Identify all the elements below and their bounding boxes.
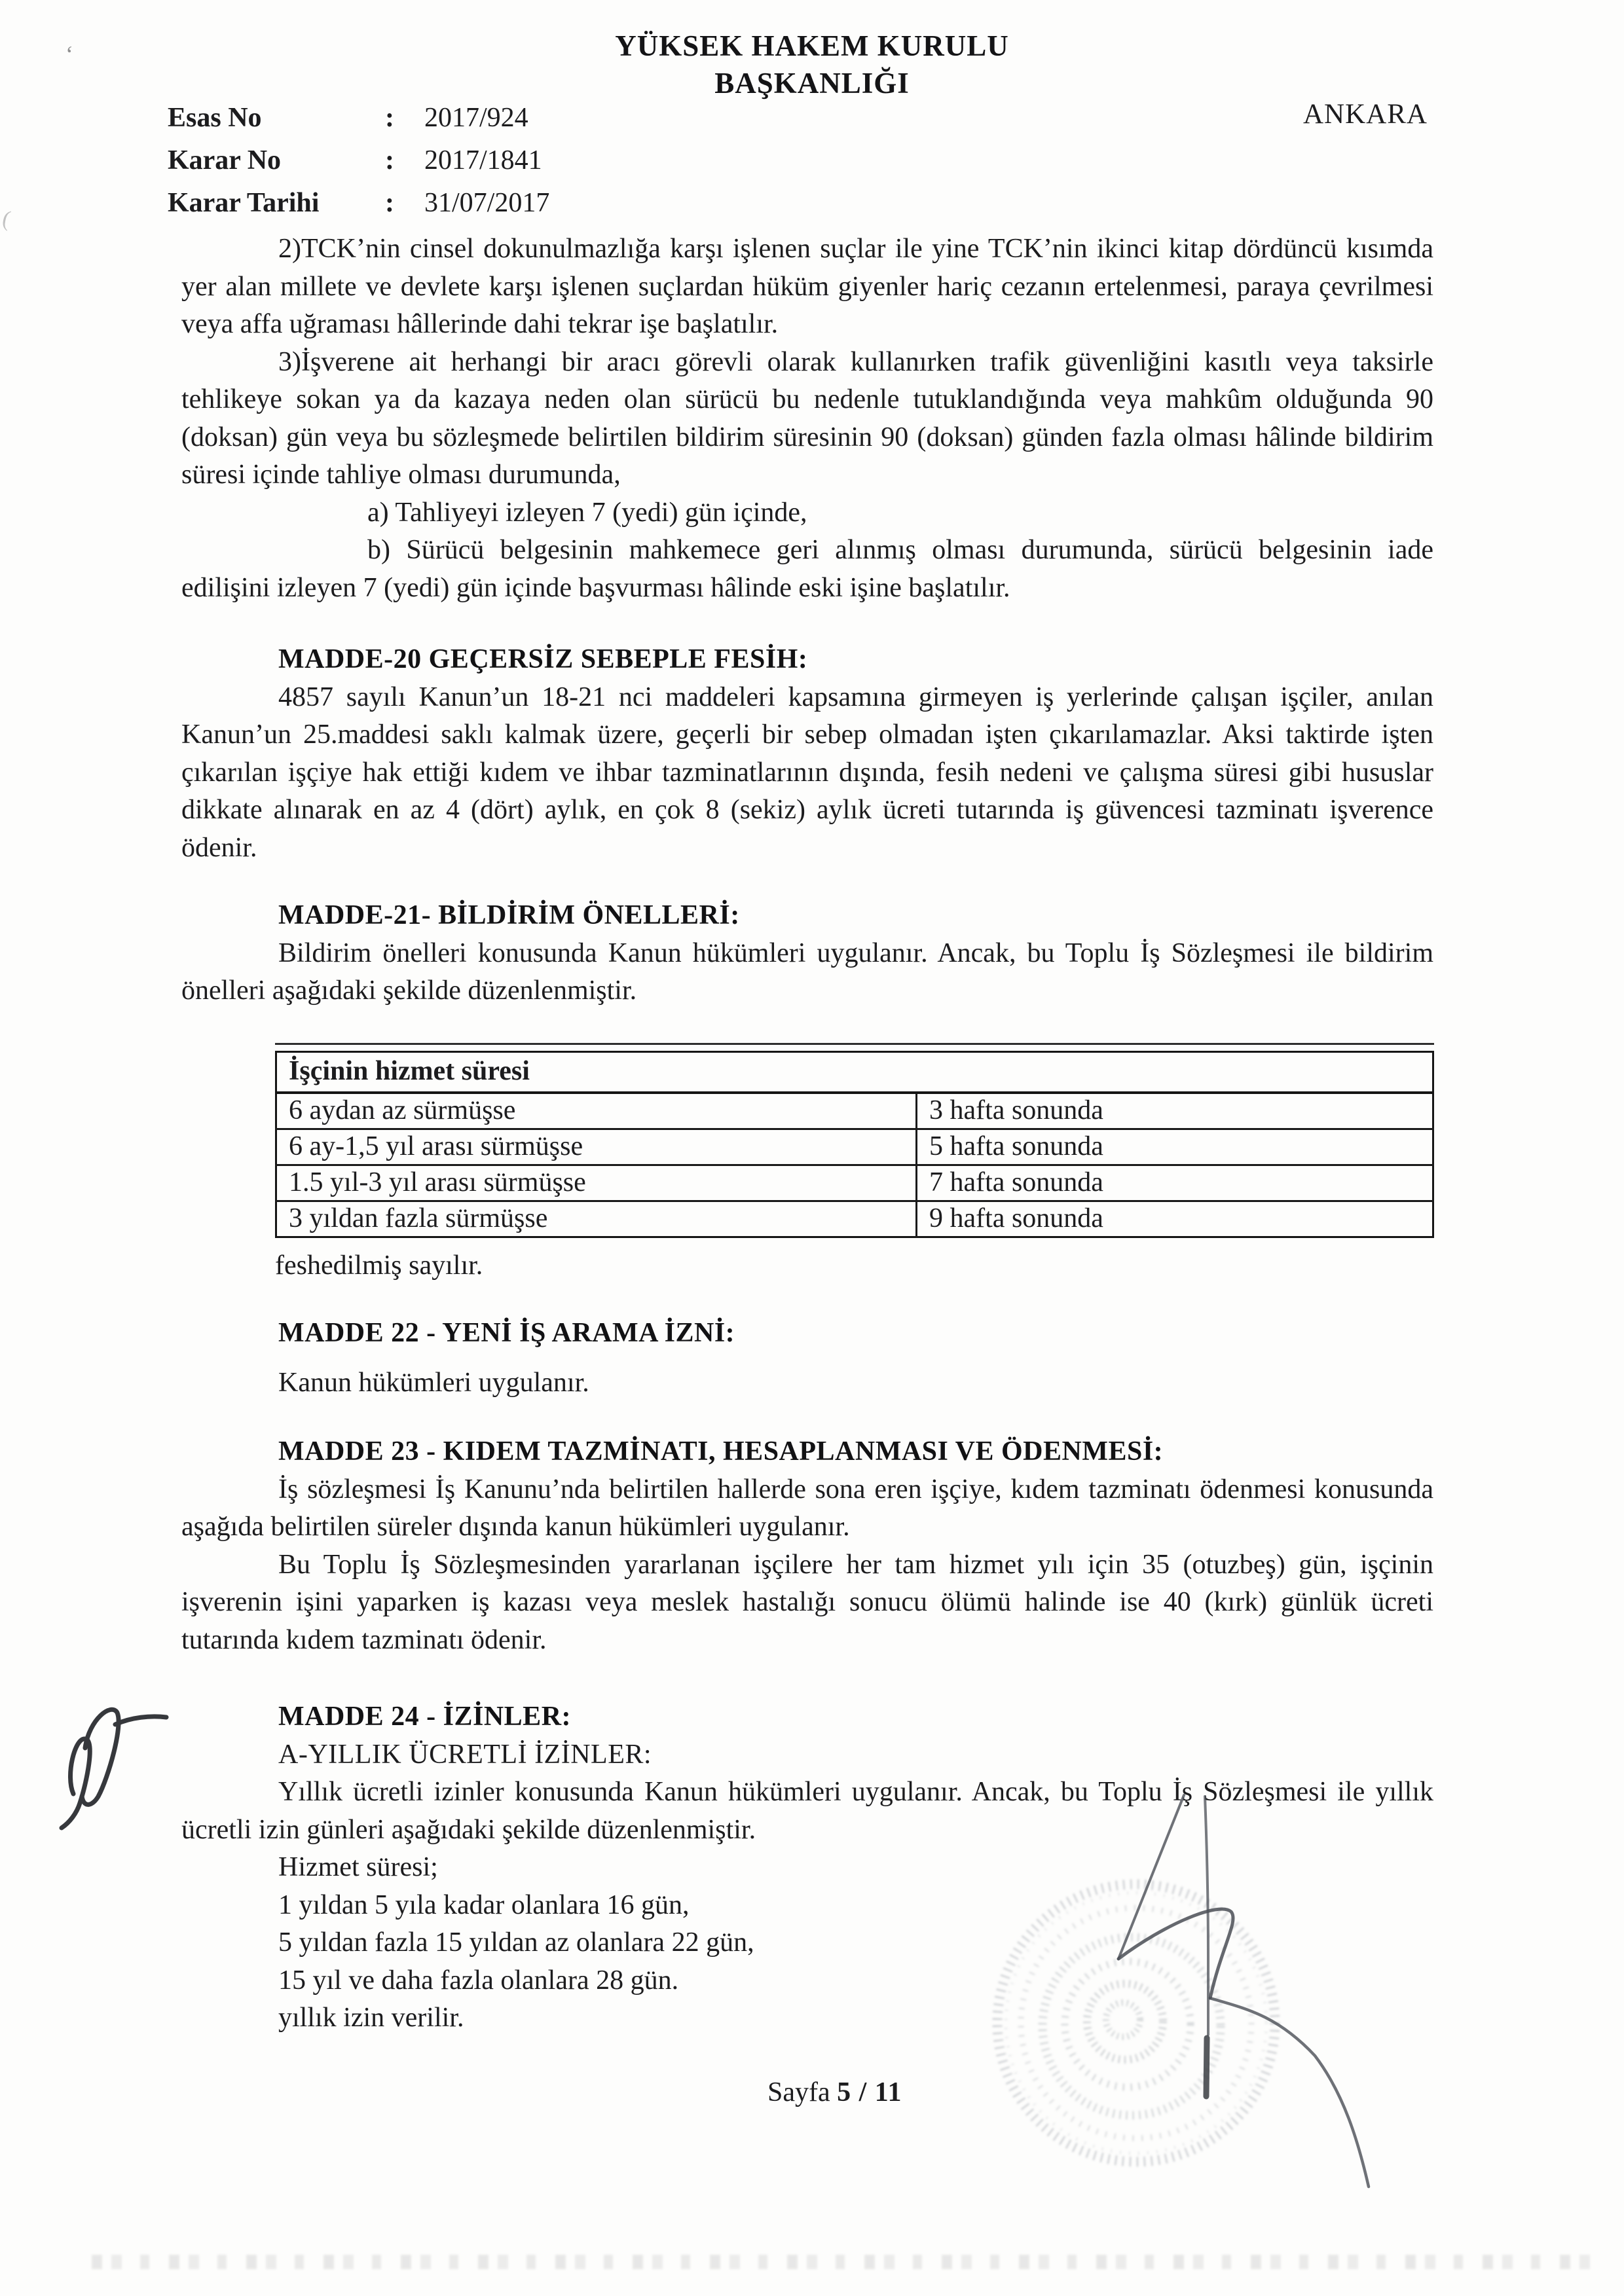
scan-artifact-mark: ( [0, 206, 13, 232]
paragraph-clause-2: 2)TCK’nin cinsel dokunulmazlığa karşı işlenen suçlar ile yine TCK’nin ikinci kitap dördüncü kısımda yer alan millete ve devlete karşı işlenen suçlardan hüküm giyenler hariç cezanın ertelenmesi, paraya çevrilmesi veya affa uğraması hâllerinde dahi tekrar işe başlatılır. [181, 234, 1433, 339]
page-number [767, 2077, 902, 2108]
paragraph-madde-20: 4857 sayılı Kanun’un 18-21 nci maddeleri kapsamına girmeyen iş yerlerinde çalışan işçiler, anılan Kanun’un 25.maddesi saklı kalmak üzere, geçerli bir sebep olmadan işten çıkarılamazlar. Aksi taktirde işten çıkarılan işçiye hak ettiği kıdem ve ihbar tazminatlarının dışında, fesih nedeni ve çalışma süresi gibi hususlar dikkate alınarak en az 4 (dört) aylık, en çok 8 (sekiz) aylık ücreti tutarında iş güvencesi tazminatı işverence ödenir. [181, 682, 1433, 863]
table-header-cell: İşçinin hizmet süresi [276, 1051, 1433, 1093]
table-row [276, 1165, 1433, 1201]
table-cell-notice: 9 hafta sonunda [917, 1201, 1433, 1237]
meta-separator: : [385, 145, 394, 175]
heading-madde-20: MADDE-20 GEÇERSİZ SEBEPLE FESİH: [278, 644, 808, 674]
table-cell-notice: 7 hafta sonunda [917, 1165, 1433, 1201]
paragraph-madde-24: Yıllık ücretli izinler konusunda Kanun hükümleri uygulanır. Ancak, bu Toplu İş Sözleşmesi ile yıllık ücretli izin günleri aşağıdaki şekilde düzenlenmiştir. [181, 1777, 1433, 1845]
paragraph-madde-21: Bildirim önelleri konusunda Kanun hükümleri uygulanır. Ancak, bu Toplu İş Sözleşmesi ile bildirim önelleri aşağıdaki şekilde düzenlenmiştir. [181, 938, 1433, 1006]
table-cell-duration: 6 aydan az sürmüşse [276, 1093, 917, 1129]
table-top-rule [275, 1043, 1434, 1045]
document-title-line2: BAŞKANLIĞI [714, 67, 910, 100]
document-title-line1: YÜKSEK HAKEM KURULU [615, 29, 1009, 62]
table-cell-notice: 3 hafta sonunda [917, 1093, 1433, 1129]
leave-line-2: 5 yıldan fazla 15 yıldan az olanlara 22 gün, [278, 1927, 754, 1958]
heading-madde-23: MADDE 23 - KIDEM TAZMİNATI, HESAPLANMASI VE ÖDENMESİ: [278, 1436, 1164, 1467]
bleed-through-text-strip [92, 2255, 1595, 2269]
table-cell-duration: 1.5 yıl-3 yıl arası sürmüşse [276, 1165, 917, 1201]
meta-label: Karar No [168, 145, 282, 175]
paragraph-madde-23-1: İş sözleşmesi İş Kanunu’nda belirtilen hallerde sona eren işçiye, kıdem tazminatı ödenmesi konusunda aşağıda belirtilen süreler dışında kanun hükümleri uygulanır. [181, 1474, 1433, 1542]
list-item-b: b) Sürücü belgesinin mahkemece geri alınmış olması durumunda, sürücü belgesinin iade edilişini izleyen 7 (yedi) gün içinde başvurması hâlinde eski işine başlatılır. [181, 535, 1433, 603]
page-number-label: Sayfa [767, 2077, 830, 2107]
page-number-value: 5 / 11 [837, 2077, 902, 2107]
table-header-row [276, 1051, 1433, 1093]
meta-value: 2017/924 [424, 103, 528, 133]
service-duration-label: Hizmet süresi; [278, 1852, 438, 1882]
paragraph-madde-23-2: Bu Toplu İş Sözleşmesinden yararlanan işçilere her tam hizmet yılı için 35 (otuzbeş) gün, işçinin işverenin işini yaparken iş kazası veya meslek hastalığı sonucu ölümü halinde ise 40 (kırk) günlük ücreti tutarında kıdem tazminatı ödenir. [181, 1549, 1433, 1655]
meta-value: 31/07/2017 [424, 188, 550, 218]
heading-madde-24: MADDE 24 - İZİNLER: [278, 1702, 572, 1732]
city-label: ANKARA [1303, 99, 1428, 130]
meta-label: Esas No [168, 103, 262, 133]
paragraph-clause-3: 3)İşverene ait herhangi bir aracı görevli olarak kullanırken trafik güvenliğini kasıtlı veya taksirle tehlikeye sokan ya da kazaya neden olan sürücü bu nedenle tutuklandığında veya mahkûm olduğunda 90 (doksan) gün veya bu sözleşmede belirtilen bildirim süresinin 90 (doksan) günden fazla olması hâlinde bildirim süresi içinde tahliye olması durumunda, [181, 346, 1433, 490]
leave-line-1: 1 yıldan 5 yıla kadar olanlara 16 gün, [278, 1889, 690, 1920]
leave-line-3: 15 yıl ve daha fazla olanlara 28 gün. [278, 1965, 679, 1995]
meta-row-karar-no [168, 139, 549, 182]
notice-period-table [275, 1051, 1434, 1238]
paragraph-madde-22: Kanun hükümleri uygulanır. [278, 1367, 589, 1398]
scan-artifact-mark: ʻ [65, 41, 73, 67]
meta-value: 2017/1841 [424, 145, 542, 175]
table-row [276, 1093, 1433, 1129]
table-cell-duration: 6 ay-1,5 yıl arası sürmüşse [276, 1129, 917, 1165]
case-meta-block [168, 97, 549, 225]
table-cell-duration: 3 yıldan fazla sürmüşse [276, 1201, 917, 1237]
table-cell-notice: 5 hafta sonunda [917, 1129, 1433, 1165]
signature-icon [1118, 1795, 1369, 2187]
paraph-initials-icon [51, 1697, 175, 1834]
stamp-and-signature [950, 1728, 1434, 2213]
meta-label: Karar Tarihi [168, 188, 320, 218]
meta-row-esas-no [168, 97, 549, 139]
table-row [276, 1201, 1433, 1237]
leave-line-4: yıllık izin verilir. [278, 2003, 464, 2033]
meta-row-karar-tarihi [168, 182, 549, 225]
heading-madde-21: MADDE-21- BİLDİRİM ÖNELLERİ: [278, 900, 740, 930]
meta-separator: : [385, 188, 394, 218]
meta-separator: : [385, 103, 394, 133]
list-item-a: a) Tahliyeyi izleyen 7 (yedi) gün içinde, [367, 497, 807, 528]
table-row [276, 1129, 1433, 1165]
document-title [0, 27, 1624, 102]
heading-madde-22: MADDE 22 - YENİ İŞ ARAMA İZNİ: [278, 1318, 735, 1348]
subheading-madde-24a: A-YILLIK ÜCRETLİ İZİNLER: [278, 1739, 652, 1770]
after-table-text: feshedilmiş sayılır. [275, 1250, 483, 1281]
